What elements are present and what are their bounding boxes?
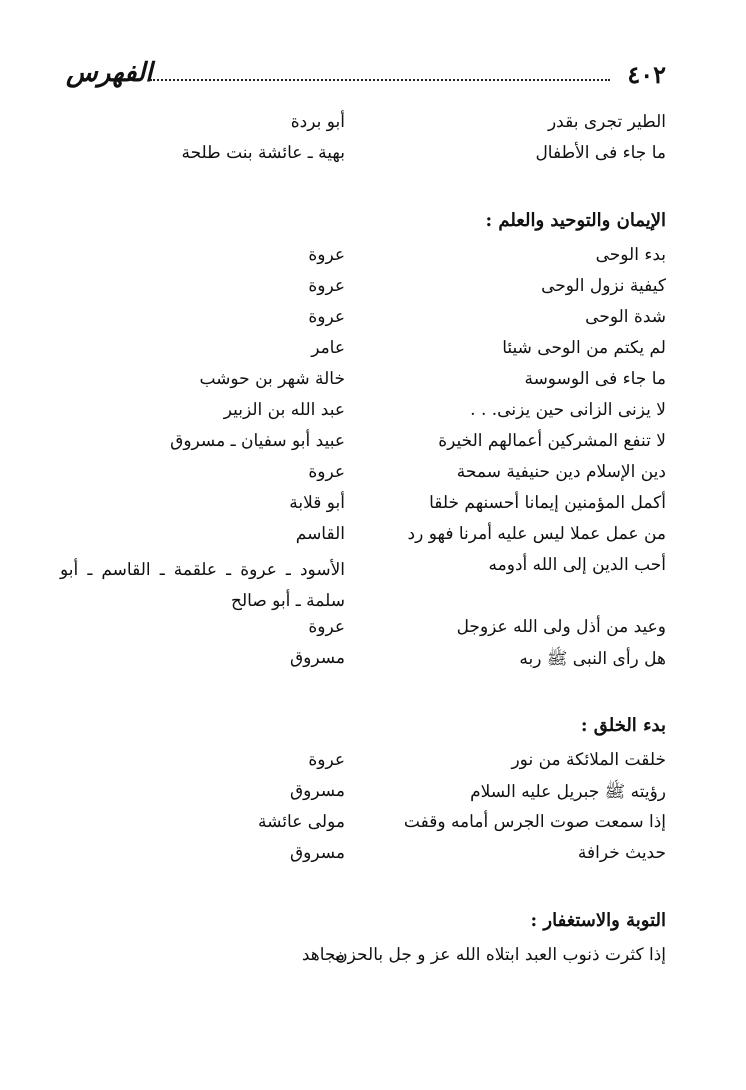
- entry-title: لا تنفع المشركين أعمالهم الخيرة: [438, 431, 666, 451]
- entry-title: الطير تجرى بقدر: [547, 112, 666, 132]
- index-entry-multiline: [60, 555, 666, 617]
- entry-title: دين الإسلام دين حنيفية سمحة: [456, 462, 666, 482]
- entry-narrator: عبد الله بن الزبير: [223, 400, 345, 420]
- entry-narrator: عروة: [308, 307, 345, 327]
- entry-narrator: مولى عائشة: [258, 812, 345, 832]
- entry-narrator: عامر: [311, 338, 345, 358]
- index-entry: [66, 781, 666, 812]
- entry-title: لا يزنى الزانى حين يزنى. . .: [470, 400, 666, 420]
- page-number: ٤٠٢: [627, 60, 666, 89]
- entry-title: هل رأى النبى ﷺ ربه: [519, 649, 666, 669]
- index-entry: [66, 617, 666, 648]
- entry-narrator: مسروق: [289, 843, 345, 863]
- index-entry: [66, 245, 666, 276]
- entry-title: ما جاء فى الأطفال: [535, 143, 666, 163]
- entry-title: بدء الوحى: [595, 245, 666, 265]
- entry-narrator: أبو بردة: [290, 112, 345, 132]
- index-entry: [66, 843, 666, 874]
- section-gap: [66, 874, 666, 910]
- entry-narrator: عروة: [308, 462, 345, 482]
- entry-title: لم يكتم من الوحى شيئا: [502, 338, 666, 358]
- entry-narrator: عروة: [308, 617, 345, 637]
- index-entry: [66, 493, 666, 524]
- index-entry: [66, 750, 666, 781]
- section-gap: [66, 174, 666, 210]
- entry-narrator: عبيد أبو سفيان ـ مسروق: [170, 431, 345, 451]
- index-entry: [66, 400, 666, 431]
- entry-title: أحب الدين إلى الله أدومه: [488, 555, 666, 575]
- entry-narrator: مسروق: [289, 781, 345, 801]
- section-heading: بدء الخلق :: [580, 715, 666, 736]
- index-entry: [66, 369, 666, 400]
- entry-narrator: مسروق: [289, 648, 345, 668]
- index-entry: [66, 112, 666, 143]
- entry-title: خلقت الملائكة من نور: [511, 750, 666, 770]
- index-entry: [66, 524, 666, 555]
- index-entry: [66, 812, 666, 843]
- entry-narrator: أبو قلابة: [289, 493, 345, 513]
- index-entry: [66, 648, 666, 679]
- entry-narrator: القاسم: [295, 524, 345, 544]
- entry-title: من عمل عملا ليس عليه أمرنا فهو رد: [407, 524, 666, 544]
- entry-title: إذا كثرت ذنوب العبد ابتلاه الله عز و جل بالحزن: [335, 945, 666, 965]
- entry-narrator: الأسود ـ عروة ـ علقمة ـ القاسم ـ أبو سلمة ـ أبو صالح: [60, 560, 345, 611]
- entry-title: رؤيته ﷺ جبريل عليه السلام: [470, 782, 666, 802]
- entry-title: ما جاء فى الوسوسة: [524, 369, 666, 389]
- index-entry: [66, 945, 666, 976]
- entry-title: إذا سمعت صوت الجرس أمامه وقفت: [403, 812, 666, 832]
- entry-title: كيفية نزول الوحى: [541, 276, 666, 296]
- entry-title: وعيد من أذل ولى الله عزوجل: [456, 617, 666, 637]
- section-gap: [66, 679, 666, 715]
- entry-title: شدة الوحى: [585, 307, 666, 327]
- running-title: الفهرس: [66, 58, 153, 88]
- index-content: [60, 112, 666, 976]
- index-entry: [66, 338, 666, 369]
- section-heading: التوبة والاستغفار :: [530, 910, 666, 931]
- page-header: [66, 60, 666, 96]
- index-entry: [66, 462, 666, 493]
- entry-narrator: بهية ـ عائشة بنت طلحة: [181, 143, 345, 163]
- entry-narrator: خالة شهر بن حوشب: [199, 369, 345, 389]
- section-heading: الإيمان والتوحيد والعلم :: [485, 210, 666, 231]
- entry-narrator: عروة: [308, 245, 345, 265]
- index-entry: [66, 307, 666, 338]
- dot-leader: [150, 79, 610, 81]
- index-entry: [66, 143, 666, 174]
- entry-narrator: عروة: [308, 750, 345, 770]
- index-entry: [66, 431, 666, 462]
- entry-narrator: عروة: [308, 276, 345, 296]
- index-entry: [66, 276, 666, 307]
- entry-title: حديث خرافة: [577, 843, 666, 863]
- entry-title: أكمل المؤمنين إيمانا أحسنهم خلقا: [429, 493, 666, 513]
- entry-narrator: مجاهد: [301, 945, 345, 965]
